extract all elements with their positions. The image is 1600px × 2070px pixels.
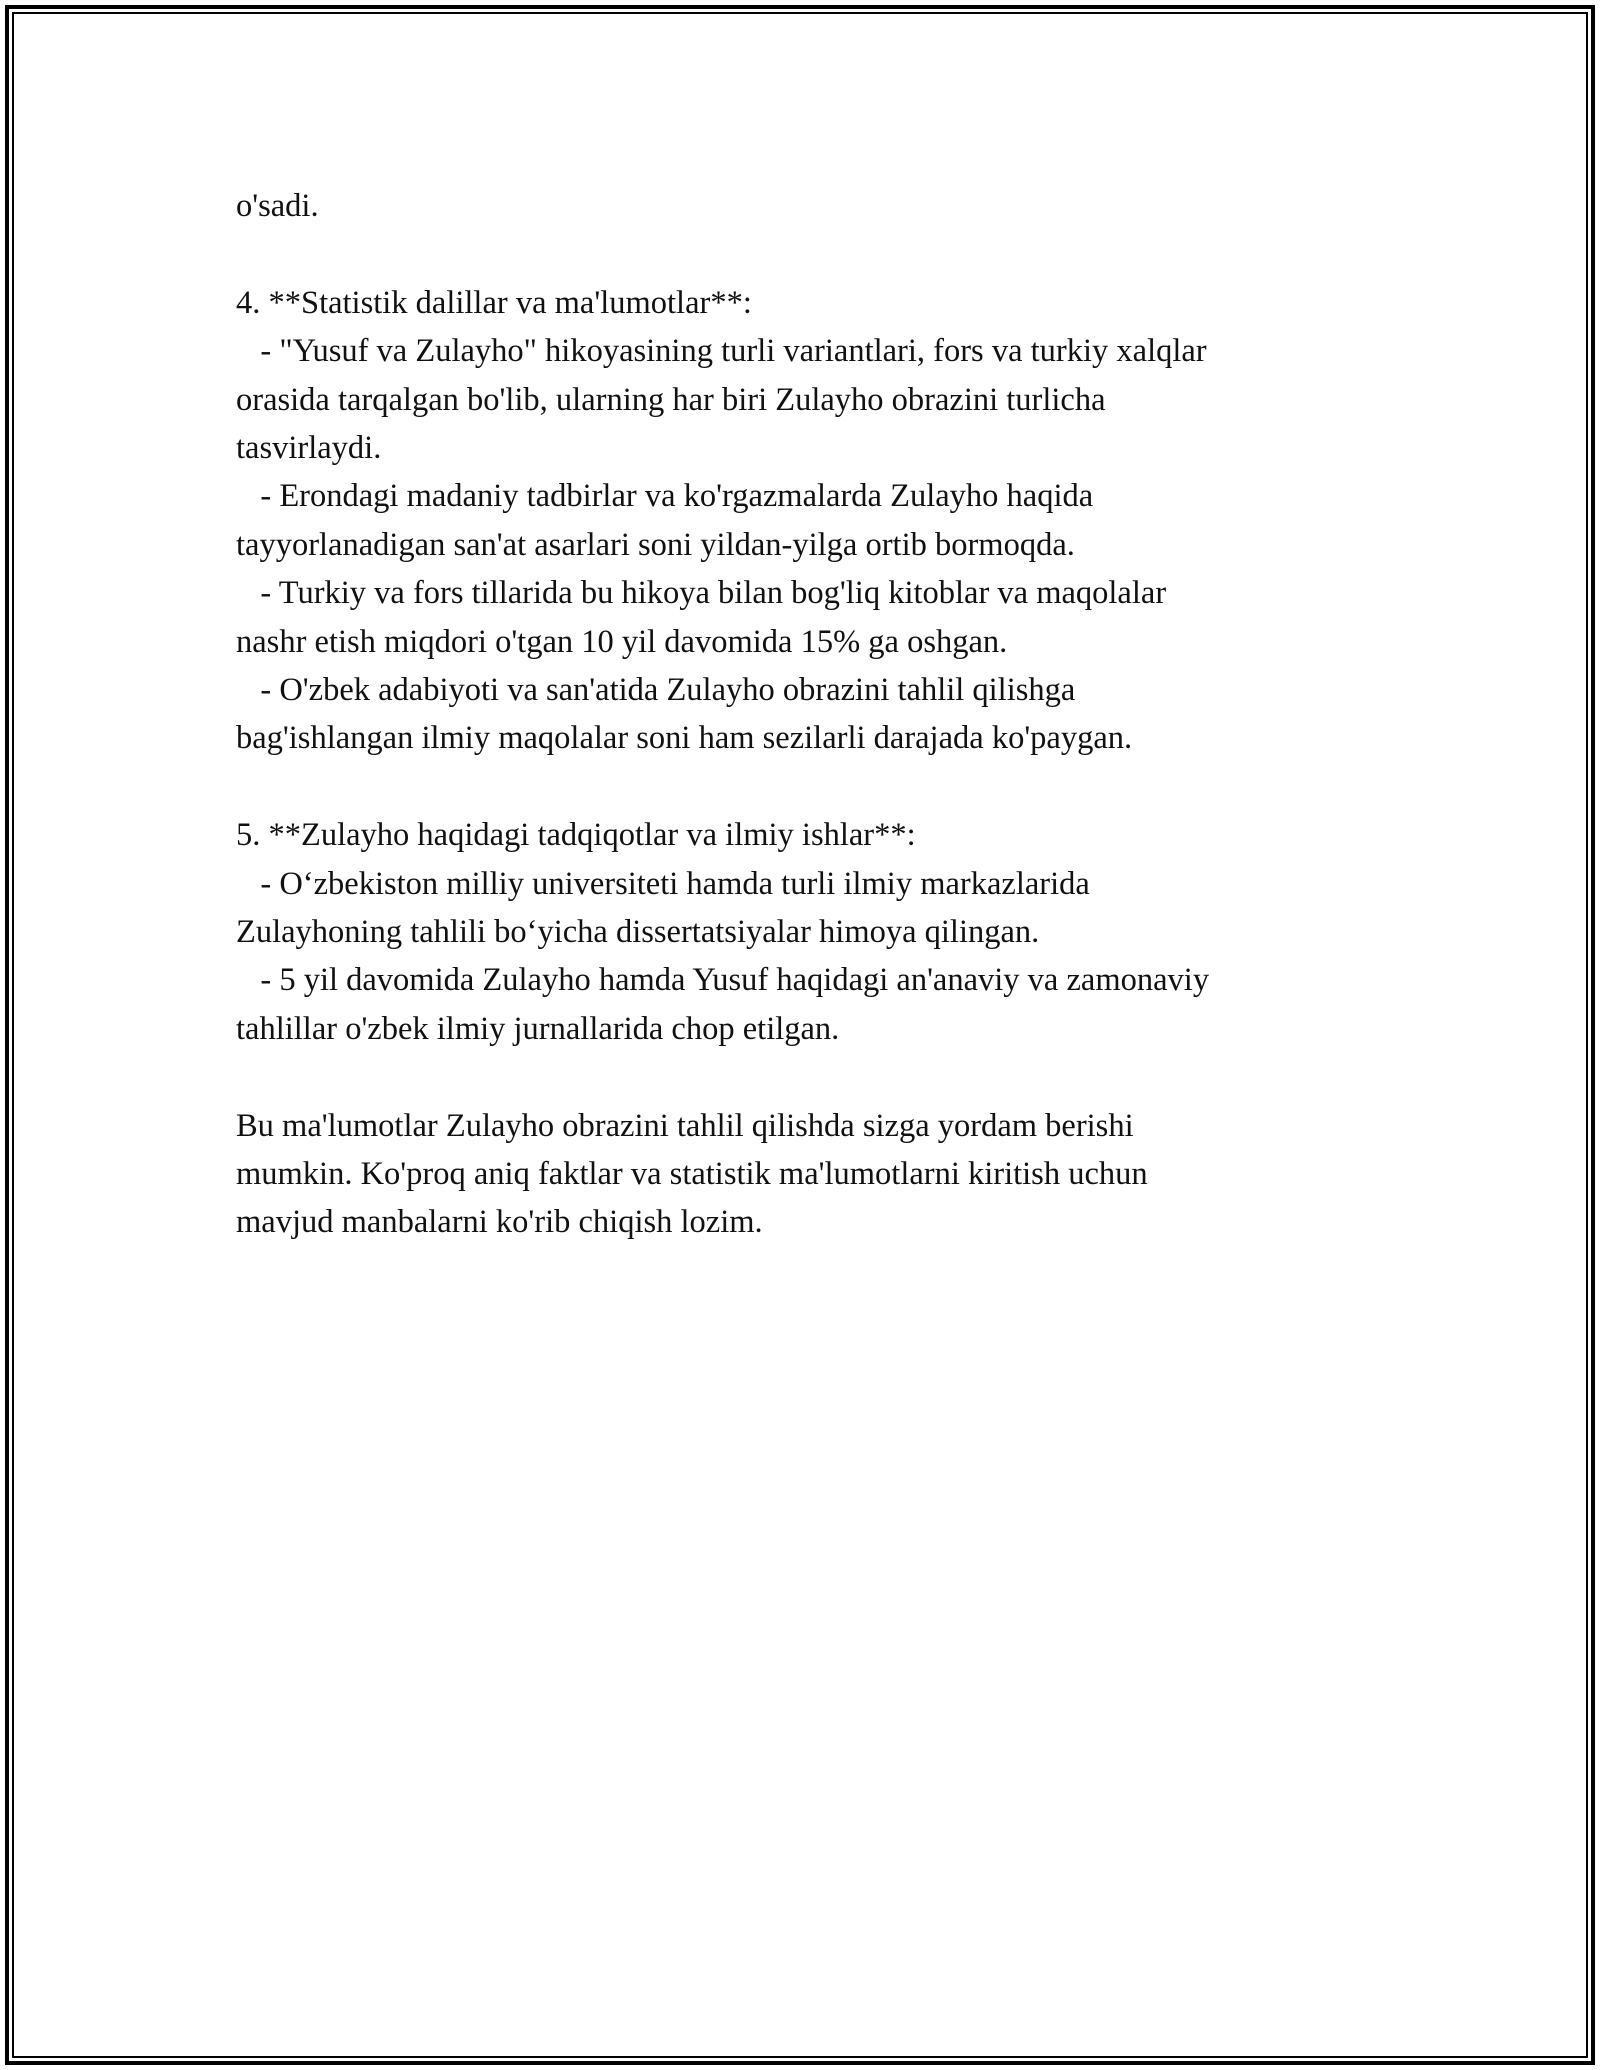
document-body: [236, 182, 1386, 1247]
text-line: - O'zbek adabiyoti va san'atida Zulayho obrazini tahlil qilishga: [236, 672, 1076, 709]
text-line: - O‘zbekiston milliy universiteti hamda turli ilmiy markazlarida: [236, 865, 1090, 902]
conclusion-line: mavjud manbalarni ko'rib chiqish lozim.: [236, 1204, 763, 1241]
section-heading-research: 5. **Zulayho haqidagi tadqiqotlar va ilmiy ishlar**:: [236, 817, 916, 854]
text-line: - "Yusuf va Zulayho" hikoyasining turli variantlari, fors va turkiy xalqlar: [236, 333, 1207, 370]
text-line: - Turkiy va fors tillarida bu hikoya bilan bog'liq kitoblar va maqolalar: [236, 575, 1167, 612]
text-line: o'sadi.: [236, 188, 319, 224]
text-line: bag'ishlangan ilmiy maqolalar soni ham sezilarli darajada ko'paygan.: [236, 720, 1133, 757]
text-line: - 5 yil davomida Zulayho hamda Yusuf haqidagi an'anaviy va zamonaviy: [236, 962, 1210, 999]
blank-line: [236, 1053, 1386, 1101]
text-line: - Erondagi madaniy tadbirlar va ko'rgazmalarda Zulayho haqida: [236, 478, 1094, 515]
text-line: tayyorlanadigan san'at asarlari soni yildan-yilga ortib bormoqda.: [236, 526, 1075, 563]
text-line: nashr etish miqdori o'tgan 10 yil davomida 15% ga oshgan.: [236, 623, 1008, 660]
text-line: tahlillar o'zbek ilmiy jurnallarida chop etilgan.: [236, 1010, 840, 1047]
section-heading-statistics: 4. **Statistik dalillar va ma'lumotlar**:: [236, 284, 752, 321]
conclusion-line: Bu ma'lumotlar Zulayho obrazini tahlil qilishda sizga yordam berishi: [236, 1107, 1134, 1144]
conclusion-line: mumkin. Ko'proq aniq faktlar va statistik ma'lumotlarni kiritish uchun: [236, 1156, 1148, 1193]
blank-line: [236, 230, 1386, 278]
text-line: orasida tarqalgan bo'lib, ularning har biri Zulayho obrazini turlicha: [236, 381, 1106, 418]
text-line: Zulayhoning tahlili bo‘yicha dissertatsiyalar himoya qilingan.: [236, 914, 1040, 951]
text-line: tasvirlaydi.: [236, 430, 382, 467]
blank-line: [236, 763, 1386, 811]
